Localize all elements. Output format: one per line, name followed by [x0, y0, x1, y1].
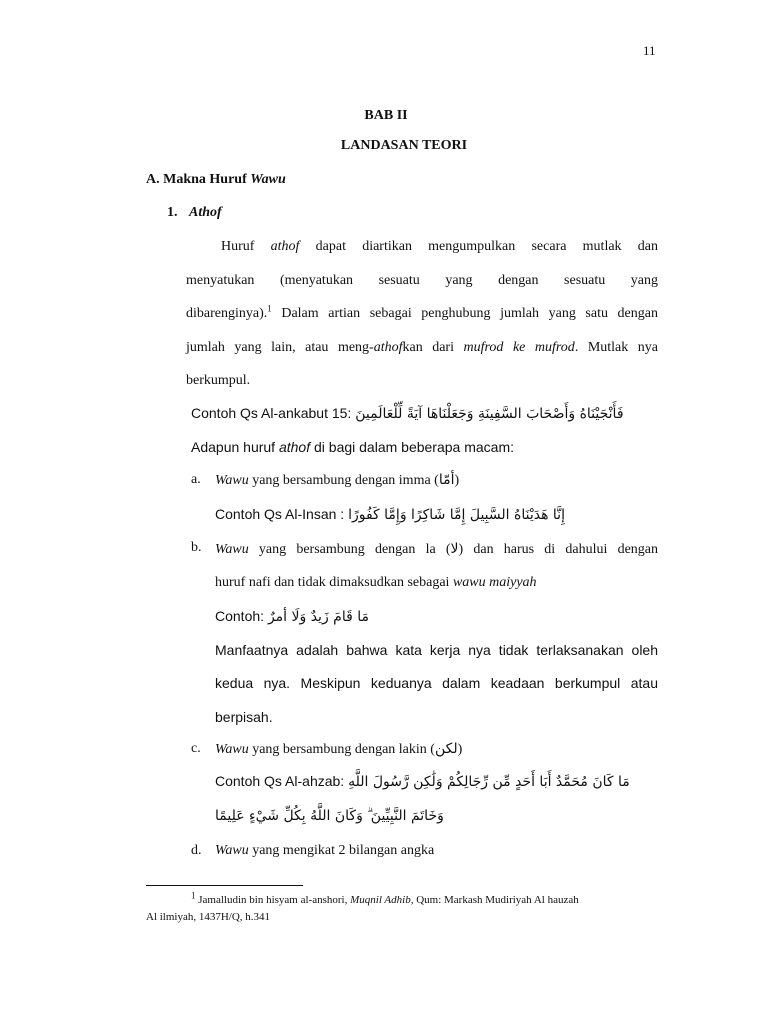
footnote-ref: 1: [267, 303, 272, 314]
italic-term: Muqnil Adhib: [350, 894, 411, 906]
text: yang bersambung dengan imma (: [248, 473, 439, 488]
example-label: Contoh Qs Al-ahzab:: [215, 773, 349, 789]
subsection-title: Athof: [189, 205, 222, 220]
intro-list: [191, 439, 514, 455]
italic-term: Wawu: [215, 843, 249, 858]
example-label: Contoh:: [215, 608, 268, 624]
list-item-c: [215, 741, 462, 758]
text: dapat diartikan mengumpulkan secara mutlak dan: [299, 239, 658, 254]
list-line: [215, 574, 658, 608]
text: huruf nafi dan tidak dimaksudkan sebagai: [215, 574, 453, 590]
subsection-number: 1.: [167, 205, 178, 220]
paragraph-athof: [186, 238, 658, 406]
italic-term: mufrod ke mufrod: [463, 339, 575, 355]
arabic-verse: مَا قَامَ زَيدٌ وَلَا أمرٌ: [267, 609, 369, 625]
example-line: [215, 607, 658, 641]
paragraph-line: berkumpul.: [186, 373, 251, 388]
text: dibarenginya).: [186, 306, 268, 321]
chapter-title: LANDASAN TEORI: [340, 138, 468, 153]
text: Dalam artian sebagai penghubung jumlah yang satu dengan: [271, 306, 658, 321]
text: yang bersambung dengan la (: [248, 542, 451, 557]
example-ahzab: [215, 773, 630, 790]
arabic-verse: فَأَنْجَيْنَاهُ وَأَصْحَابَ السَّفِينَةِ وَجَعَلْنَاهَا آيَةً لِّلْعَالَمِينَ: [355, 406, 624, 422]
list-marker-b: b.: [191, 540, 202, 555]
list-item-b: [215, 540, 658, 741]
footnote-line: [146, 892, 658, 909]
text: jumlah yang lain, atau meng-: [186, 339, 374, 355]
text: ): [454, 473, 460, 488]
note-line: berpisah.: [215, 708, 273, 725]
subsection-heading-1: [167, 205, 222, 221]
note-line: kedua nya. Meskipun keduanya dalam keadaan berkumpul atau: [215, 675, 658, 691]
italic-term: Wawu: [215, 473, 249, 488]
text: Jamalludin bin hisyam al-anshori,: [195, 894, 351, 906]
text: yang bersambung dengan lakin (: [248, 742, 435, 757]
list-marker-c: c.: [191, 741, 201, 756]
section-heading-a: [146, 172, 286, 188]
italic-term: Wawu: [215, 742, 249, 757]
paragraph-line: [186, 238, 658, 272]
text: , Qum: Markash Mudiriyah Al hauzah: [410, 894, 579, 906]
text: Huruf: [221, 239, 271, 254]
italic-term: athof: [278, 439, 311, 455]
paragraph-line: menyatukan (menyatukan sesuatu yang dengan sesuatu yang: [186, 272, 658, 288]
italic-term: wawu maiyyah: [452, 574, 537, 590]
paragraph-line: [186, 339, 658, 373]
list-item-d: [215, 843, 434, 859]
text: . Mutlak nya: [574, 339, 658, 355]
example-ankabut: [191, 405, 624, 422]
list-item-a: [215, 472, 459, 489]
section-prefix: A. Makna Huruf: [146, 172, 251, 187]
footnote-line: Al ilmiyah, 1437H/Q, h.341: [146, 911, 271, 923]
list-marker-a: a.: [191, 472, 201, 487]
arabic-verse-continued: وَخَاتَمَ النَّبِيِّينَ ۗ وَكَانَ اللَّهُ بِكُلِّ شَيْءٍ عَلِيمًا: [215, 808, 444, 824]
list-line: [215, 540, 658, 574]
text: ): [457, 742, 463, 757]
text: ) dan harus di dahului dengan: [458, 542, 658, 557]
list-marker-d: d.: [191, 843, 202, 858]
footnote-separator: [146, 885, 303, 886]
note-line: Manfaatnya adalah bahwa kata kerja nya tidak terlaksanakan oleh: [215, 641, 658, 658]
example-insan: [215, 506, 565, 523]
arabic-verse: مَا كَانَ مُحَمَّدٌ أَبَا أَحَدٍ مِّن رِّجَالِكُمْ وَلَٰكِن رَّسُولَ اللَّهِ: [348, 774, 630, 790]
page-number: 11: [643, 43, 656, 58]
arabic-word: لا: [450, 541, 459, 557]
example-label: Contoh Qs Al-Insan :: [215, 506, 349, 522]
arabic-word: أمّا: [438, 472, 455, 488]
footnote: [146, 892, 658, 926]
example-label: Contoh Qs Al-ankabut 15:: [191, 405, 356, 421]
arabic-verse: إِنَّا هَدَيْنَاهُ السَّبِيلَ إِمَّا شَاكِرًا وَإِمَّا كَفُورًا: [348, 507, 565, 523]
chapter-heading: BAB II: [364, 108, 408, 123]
italic-term: athof: [270, 239, 300, 254]
footnote-number: 1: [191, 890, 196, 901]
italic-term: Wawu: [215, 542, 249, 557]
text: di bagi dalam beberapa macam:: [310, 439, 515, 455]
text: Adapun huruf: [191, 439, 279, 455]
text: yang mengikat 2 bilangan angka: [248, 843, 435, 858]
section-italic: Wawu: [250, 172, 286, 187]
text: kan dari: [402, 339, 464, 355]
arabic-word: لكن: [434, 741, 458, 757]
italic-term: athof: [373, 339, 403, 355]
paragraph-line: [186, 305, 658, 339]
